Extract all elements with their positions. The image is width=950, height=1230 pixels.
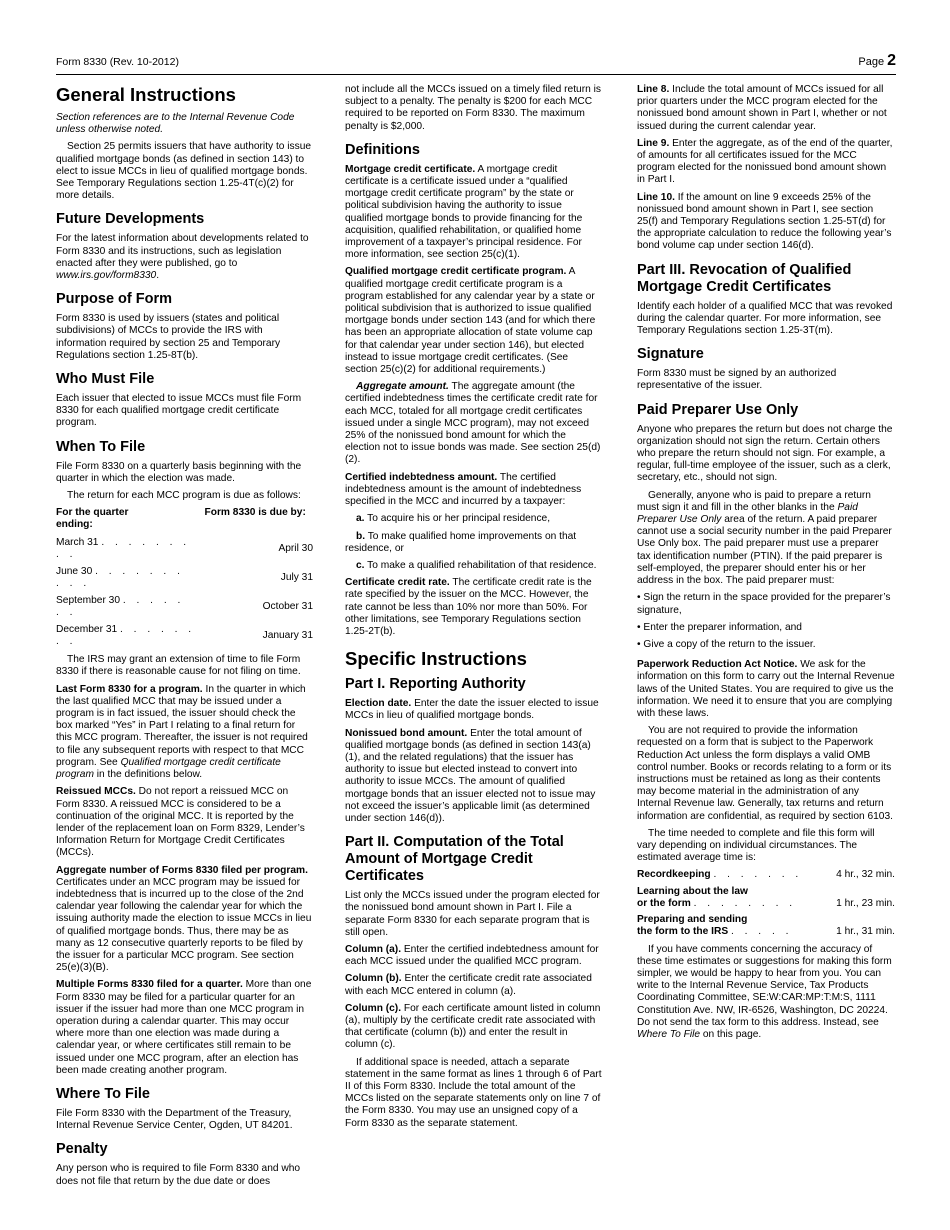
aa-def bbox=[345, 381, 602, 466]
nonissued-text: Enter the total amount of qualified mortgage bonds (as defined in section 143(a)(1), and the related regulations) that the issuer has authority to issue but elected instead to convert into authority to issue MCCs. The amount of qualified mortgage bonds that an issuer elected not to issue may not exceed the issuer’s applicable limit (as determined under section 146(d)). bbox=[345, 727, 596, 824]
due-cell: January 31 bbox=[262, 630, 313, 642]
reissued-lead: Reissued MCCs. bbox=[56, 786, 136, 798]
column-c-lead: Column (c). bbox=[345, 1002, 402, 1014]
election-date-para bbox=[345, 698, 602, 722]
mcc-lead: Mortgage credit certificate. bbox=[345, 163, 476, 175]
last-form-tail: in the definitions below. bbox=[96, 769, 203, 781]
extension-body: The IRS may grant an extension of time to file Form 8330 if there is reasonable cause for not filing on time. bbox=[56, 654, 301, 678]
comments-text-a: If you have comments concerning the accuracy of these time estimates or suggestions for making this form simpler, we would be happy to hear from you. You can write to the Internal Revenue Service, Tax Products Coordinating Committee, SE:W:CAR:MP:T:M:S, 1111 Constitution Ave. NW, IR-6526, Washington, DC 20224. Do not send the tax form to this address. Instead, see bbox=[637, 943, 892, 1028]
column-c-para bbox=[345, 1003, 602, 1052]
comments-text-b: on this page. bbox=[702, 1029, 762, 1041]
penalty-body: Any person who is required to file Form 8330 and who does not file that return by the due date or does bbox=[56, 1163, 301, 1187]
definitions-title: Definitions bbox=[345, 141, 420, 158]
ccr-lead: Certificate credit rate. bbox=[345, 577, 450, 589]
aggregate-para bbox=[56, 865, 313, 975]
last-form-para bbox=[56, 684, 313, 782]
law-value: 1 hr., 23 min. bbox=[836, 898, 895, 910]
law-label1: Learning about the law bbox=[637, 885, 748, 897]
mcc-text: A mortgage credit certificate is a certificate issued under a “qualified mortgage credit certificate program” by the state or political subdivision having the authority to issue qualified mortgage bonds to provide financing for the acquisition, qualified rehabilitation, or qualified home improvement of a taxpayer’s principal residence. For more information, see section 25(c)(1). bbox=[345, 163, 583, 261]
part3-body: Identify each holder of a qualified MCC that was revoked during the calendar quarter. For more information, see Temporary Regulations section 1.25-3T(m). bbox=[637, 300, 893, 337]
due-cell: April 30 bbox=[278, 543, 313, 555]
specific-instructions-title: Specific Instructions bbox=[345, 648, 527, 670]
who-must-file-body: Each issuer that elected to issue MCCs must file Form 8330 for each qualified mortgage credit certificate program. bbox=[56, 393, 302, 429]
aa-lead: Aggregate amount. bbox=[356, 381, 449, 393]
when-to-file-body2: The return for each MCC program is due as follows: bbox=[67, 490, 301, 502]
last-form-ref: Qualified mortgage credit certificate program bbox=[56, 756, 281, 781]
list-item: • Give a copy of the return to the issuer. bbox=[637, 638, 816, 650]
due-cell: July 31 bbox=[280, 572, 313, 584]
recordkeeping-row: Recordkeeping . . . . . . . 4 hr., 32 min. bbox=[637, 869, 895, 881]
paid-preparer-body1: Anyone who prepares the return but does not charge the organization should not sign the return. Certain others who prepare the return should not sign. For example, a regular, full-time employee of the issuer, such as a clerk, secretary, etc., should not sign. bbox=[637, 423, 893, 484]
line9-text: Enter the aggregate, as of the end of the quarter, of amounts for all certificates issued for the MCC program elected for the nonissued bond amount shown in Part I. bbox=[637, 137, 893, 186]
election-date-text: Enter the date the issuer elected to issue MCCs in lieu of qualified mortgage bonds. bbox=[345, 698, 599, 722]
list-item: • Enter the preparer information, and bbox=[637, 621, 802, 633]
when-to-file-body: File Form 8330 on a quarterly basis beginning with the quarter in which the election was made. bbox=[56, 460, 302, 484]
ci-def bbox=[345, 472, 602, 509]
ci-c bbox=[345, 560, 602, 572]
line10-text: If the amount on line 9 exceeds 25% of the nonissued bond amount shown in Part I, see section 25(f) and Temporary Regulations section 1.25-5T(d) for the appropriate calculation to reduce the following year’s bond volume cap under section 146(d). bbox=[637, 191, 892, 252]
prep-label2: the form to the IRS bbox=[637, 926, 729, 938]
quarter-cell: December 31 bbox=[56, 624, 118, 636]
table-row: June 30 . . . . . . . . . . July 31 bbox=[56, 564, 313, 593]
column-a-para bbox=[345, 944, 602, 968]
paid-preparer-body2 bbox=[637, 490, 895, 588]
comments-para bbox=[637, 944, 895, 1042]
nonissued-lead: Nonissued bond amount. bbox=[345, 727, 468, 739]
quarter-cell: September 30 bbox=[56, 595, 120, 607]
aggregate-lead: Aggregate number of Forms 8330 filed per program. bbox=[56, 864, 308, 876]
ci-c-text: To make a qualified rehabilitation of that residence. bbox=[367, 559, 597, 571]
multiple-lead: Multiple Forms 8330 filed for a quarter. bbox=[56, 979, 243, 991]
aa-text: The aggregate amount (the certified indebtedness times the certificate credit rate for each MCC, totaled for all mortgage credit certificates issued under a single MCC program), may not exceed 25% of the nonissued bond amount for which the election not to issue bonds was made. See section 25(d)(2). bbox=[345, 381, 601, 466]
line9-para bbox=[637, 138, 895, 187]
prep-value: 1 hr., 31 min. bbox=[836, 926, 895, 938]
ci-a bbox=[345, 513, 602, 525]
penalty-cont: not include all the MCCs issued on a timely filed return is subject to a penalty. The penalty is $200 for each MCC required to be reported on Form 8330. The maximum penalty is $2,000. bbox=[345, 84, 601, 132]
purpose-body: Form 8330 is used by issuers (states and political subdivisions) of MCCs to provide the IRS with information required by section 25 and Temporary Regulations section 1.25-8T(b). bbox=[56, 313, 281, 361]
when-to-file-title: When To File bbox=[56, 438, 146, 455]
ci-a-lead: a. bbox=[356, 513, 365, 525]
ccr-def bbox=[345, 577, 602, 638]
section-ref-note: Section references are to the Internal Revenue Code unless otherwise noted. bbox=[56, 112, 295, 136]
signature-body: Form 8330 must be signed by an authorized representative of the issuer. bbox=[637, 368, 837, 392]
ci-c-lead: c. bbox=[356, 559, 365, 571]
due-cell: October 31 bbox=[262, 601, 313, 613]
due-date-table bbox=[56, 507, 313, 651]
multiple-text: More than one Form 8330 may be filed for a particular quarter for an issuer if the issuer had more than one MCC program in operation during a calendar quarter. This may occur where more than one election was made during a calendar year, or where certificates still remain to be issued under one MCC program, after an election has been made creating another program. bbox=[56, 979, 312, 1076]
where-to-file-body: File Form 8330 with the Department of the Treasury, Internal Revenue Service Center, Ogden, UT 84201. bbox=[56, 1107, 293, 1132]
line10-para bbox=[637, 192, 895, 253]
column-2 bbox=[345, 80, 602, 1135]
column-b-para bbox=[345, 973, 602, 997]
ppu-text-a: Generally, anyone who is paid to prepare a return must sign it and fill in the other blanks in the bbox=[637, 489, 871, 513]
column-c-text: For each certificate amount listed in column (a), multiply by the certificate credit rate associated with that certificate (column (b)) and enter the result in column (c). bbox=[345, 1002, 601, 1051]
ci-b-text: To make qualified home improvements on that residence, or bbox=[345, 530, 577, 554]
law-label2: or the form bbox=[637, 898, 691, 910]
penalty-title: Penalty bbox=[56, 1141, 108, 1158]
recordkeeping-value: 4 hr., 32 min. bbox=[836, 869, 895, 881]
comments-text-it: Where To File bbox=[637, 1029, 701, 1041]
line9-lead: Line 9. bbox=[637, 137, 670, 149]
gi-body: Section 25 permits issuers that have authority to issue qualified mortgage bonds (as defined in section 143) to elect to issue MCCs in lieu of qualified mortgage bonds. See Temporary Regulations section 1.25-4T(c)(2) for more details. bbox=[56, 141, 312, 202]
column-3 bbox=[637, 80, 895, 1046]
ci-b bbox=[345, 531, 602, 555]
prep-label1: Preparing and sending bbox=[637, 914, 748, 926]
pra-text: We ask for the information on this form to carry out the Internal Revenue laws of the United States. You are required to give us the information. We need it to ensure that you are complying with these laws. bbox=[637, 659, 895, 719]
ppu-text-b: area of the return. A paid preparer cannot use a social security number in the paid Preparer Use Only box. The paid preparer must use a preparer tax identification number (PTIN). If the paid preparer is self-employed, the preparer should enter his or her address in the box. The paid preparer must: bbox=[637, 514, 892, 587]
part2-title: Part II. Computation of the Total Amount of Mortgage Credit Certificates bbox=[345, 834, 564, 885]
column-a-lead: Column (a). bbox=[345, 943, 402, 955]
line8-text: Include the total amount of MCCs issued for all prior quarters under the MCC program elected for the nonissued bond amount shown in Part I, whether or not issued during the current calendar year. bbox=[637, 84, 887, 132]
future-developments-title: Future Developments bbox=[56, 211, 205, 228]
ppu-text-it: Paid Preparer Use Only bbox=[637, 501, 858, 526]
fd-text: For the latest information about developments related to Form 8330 and its instructions, such as legislation enacted after they were published, go to bbox=[56, 233, 309, 269]
line10-lead: Line 10. bbox=[637, 191, 675, 203]
ccr-text: The certificate credit rate is the rate specified by the issuer on the MCC. However, the rate cannot be less than 10% nor more than 50%. For other limitations, see Temporary Regulations section 1.25-2T(b). bbox=[345, 577, 592, 637]
qp-text: A qualified mortgage credit certificate program is a program established for any calendar year by a state or political subdivision that is authorized to issue qualified mortgage bonds under section 143 (and for which there has been an appropriate allocation of state volume cap for that calendar year under section 146), but elected instead to issue mortgage credit certificates. (See section 25(c)(2) for additional requirements.) bbox=[345, 266, 596, 376]
table-row: September 30 . . . . . . . October 31 bbox=[56, 593, 313, 622]
fd-body: For the latest information about developments related to Form 8330 and its instructions, such as legislation enacted after they were published, go to www.irs.gov/form8330. bbox=[56, 233, 309, 282]
ci-b-lead: b. bbox=[356, 530, 366, 542]
nonissued-para bbox=[345, 728, 602, 826]
page-label: Page bbox=[858, 56, 885, 68]
signature-title: Signature bbox=[637, 346, 704, 363]
who-must-file-title: Who Must File bbox=[56, 371, 155, 388]
table-row: March 31 . . . . . . . . . April 30 bbox=[56, 535, 313, 564]
header-rule bbox=[56, 74, 896, 75]
list-item: • Sign the return in the space provided for the preparer’s signature, bbox=[637, 592, 891, 616]
paid-preparer-title: Paid Preparer Use Only bbox=[637, 401, 799, 418]
recordkeeping-label: Recordkeeping bbox=[637, 869, 711, 881]
additional-space-para: If additional space is needed, attach a separate statement in the same format as lines 1 through 6 of Part II of this Form 8330. Include the total amount of the MCCs listed on the separate statements only on line 7 of the Form 8330. You may use an unsigned copy of a Form 8330 as the separate statement. bbox=[345, 1056, 602, 1129]
column-a-text: Enter the certified indebtedness amount for each MCC issued under the qualified MCC program. bbox=[345, 943, 599, 968]
column-b-lead: Column (b). bbox=[345, 973, 402, 985]
form-id: Form 8330 (Rev. 10-2012) bbox=[56, 56, 179, 68]
line8-lead: Line 8. bbox=[637, 84, 670, 95]
qp-def bbox=[345, 266, 602, 376]
time-body: The time needed to complete and file this form will vary depending on individual circumstances. The estimated average time is: bbox=[637, 827, 875, 864]
quarter-cell: March 31 bbox=[56, 537, 99, 549]
part2-body: List only the MCCs issued under the program elected for the nonissued bond amount shown in Part I. File a separate Form 8330 for each separate program that is still open. bbox=[345, 890, 600, 938]
part3-title: Part III. Revocation of Qualified Mortgage Credit Certificates bbox=[637, 261, 852, 295]
column-b-text: Enter the certificate credit rate associated with each MCC entered in column (a). bbox=[345, 973, 592, 997]
line8-para bbox=[637, 84, 895, 133]
pra-para bbox=[637, 659, 895, 720]
last-form-text: In the quarter in which the last qualified MCC that may be issued under a program is in fact issued, the issuer should check the box marked “Yes” in Part I relating to a final return for this MCC program. Thereafter, the issuer is not required to file any subsequent reports with respect to that MCC program. See bbox=[56, 683, 308, 768]
table-row: December 31 . . . . . . . . January 31 bbox=[56, 622, 313, 651]
purpose-title: Purpose of Form bbox=[56, 291, 173, 308]
page-number bbox=[858, 52, 896, 70]
reissued-para bbox=[56, 786, 313, 859]
pra-lead: Paperwork Reduction Act Notice. bbox=[637, 659, 798, 671]
due-head-right: Form 8330 is due by: bbox=[204, 507, 306, 519]
pra-body2: You are not required to provide the information requested on a form that is subject to the Paperwork Reduction Act unless the form displays a valid OMB control number. Books or records relating to a form or its instructions must be retained as long as their contents may become material in the administration of any Internal Revenue law. Generally, tax returns and return information are confidential, as required by section 6103. bbox=[637, 725, 893, 822]
ci-lead: Certified indebtedness amount. bbox=[345, 471, 498, 483]
page-num: 2 bbox=[887, 52, 896, 69]
multiple-para bbox=[56, 979, 313, 1077]
last-form-lead: Last Form 8330 for a program. bbox=[56, 683, 203, 695]
ci-a-text: To acquire his or her principal residence, bbox=[367, 513, 551, 525]
reissued-text: Do not report a reissued MCC on Form 8330. A reissued MCC is considered to be a continuation of the original MCC. It is reported by the lender of the replacement loan on Form 8329, Lender’s Information Return for Mortgage Credit Certificates (MCCs). bbox=[56, 786, 305, 859]
aggregate-text: Certificates under an MCC program may be issued for indebtedness that is incurred up to the close of the 2nd calendar year following the calendar year for which the issuing authority made the election to issue MCCs in lieu of qualified mortgage bonds. Thus, there may be as many as 12 consecutive quarterly reports to be filed by the issuer for a particular MCC program. See section 25(e)(3)(B). bbox=[56, 876, 312, 974]
prep-row: Preparing and sending the form to the IRS . . . . . 1 hr., 31 min. bbox=[637, 914, 895, 938]
ci-text: The certified indebtedness amount is the amount of indebtedness specified in the MCC and incurred by a taxpayer: bbox=[345, 471, 582, 508]
quarter-cell: June 30 bbox=[56, 566, 93, 578]
column-1 bbox=[56, 80, 313, 1193]
election-date-lead: Election date. bbox=[345, 698, 412, 710]
mcc-def bbox=[345, 164, 602, 262]
where-to-file-title: Where To File bbox=[56, 1085, 150, 1102]
part1-title: Part I. Reporting Authority bbox=[345, 676, 526, 693]
qp-lead: Qualified mortgage credit certificate program. bbox=[345, 266, 567, 278]
general-instructions-title: General Instructions bbox=[56, 84, 236, 105]
irs-link[interactable]: www.irs.gov/form8330 bbox=[56, 270, 157, 282]
due-head-left: For the quarter ending: bbox=[56, 507, 129, 531]
law-row: Learning about the law or the form . . . . . . . . 1 hr., 23 min. bbox=[637, 885, 895, 910]
